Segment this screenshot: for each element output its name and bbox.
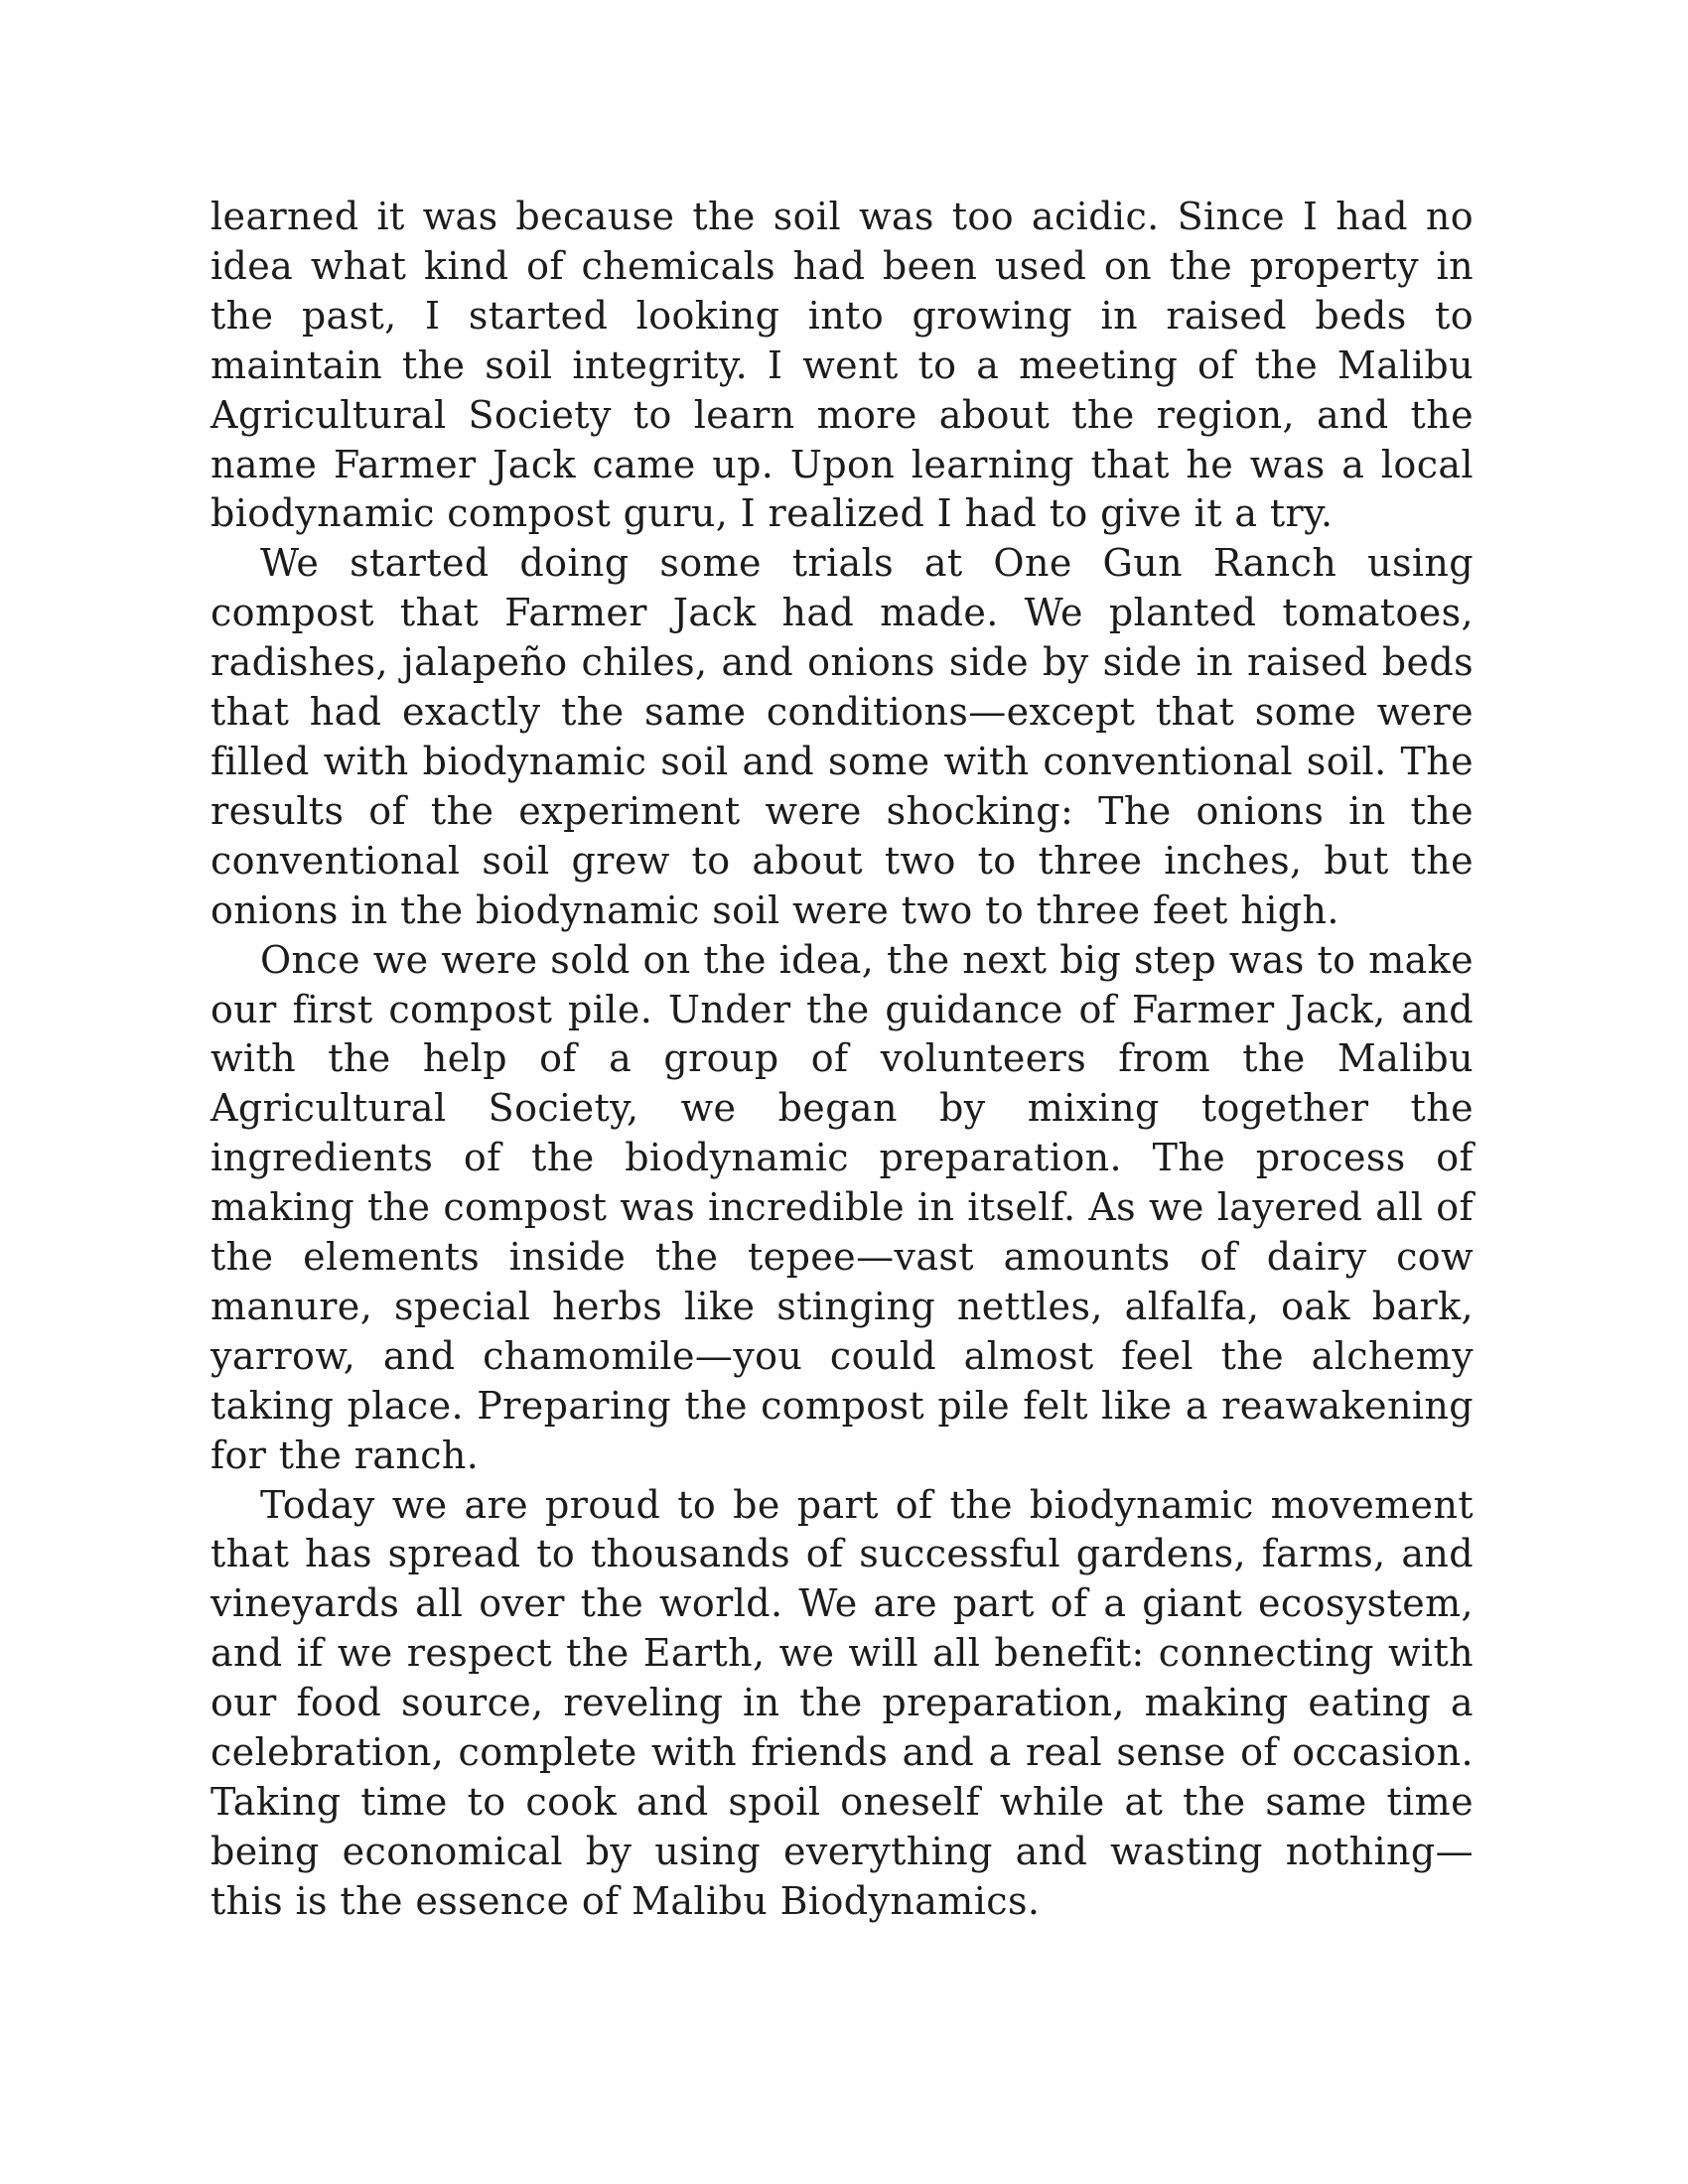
document-page — [211, 193, 1474, 1927]
paragraph-trials: We started doing some trials at One Gun Ranch using compost that Farmer Jack had made. We planted tomatoes, radishes, jalapeño chiles, and onions side by side in raised beds that had exactly the same conditions—except that some were filled with biodynamic soil and some with conventional soil. The results of the experiment were shocking: The onions in the conventional soil grew to about two to three inches, but the onions in the biodynamic soil were two to three feet high. — [211, 541, 1474, 932]
paragraph-continuation: learned it was because the soil was too acidic. Since I had no idea what kind of chemicals had been used on the property in the past, I started looking into growing in raised beds to maintain the soil integrity. I went to a meeting of the Malibu Agricultural Society to learn more about the region, and the name Farmer Jack came up. Upon learning that he was a local biodynamic compost guru, I realized I had to give it a try. — [211, 195, 1474, 536]
paragraph-movement: Today we are proud to be part of the biodynamic movement that has spread to thousands of successful gardens, farms, and vineyards all over the world. We are part of a giant ecosystem, and if we respect the Earth, we will all benefit: connecting with our food source, reveling in the preparation, making eating a celebration, complete with friends and a real sense of occasion. Taking time to cook and spoil oneself while at the same time being economical by using everything and wasting nothing—this is the essence of Malibu Biodynamics. — [211, 1482, 1474, 1923]
paragraph-compost-pile: Once we were sold on the idea, the next big step was to make our first compost pile. Under the guidance of Farmer Jack, and with the help of a group of volunteers from the Malibu Agricultural Society, we began by mixing together the ingredients of the biodynamic preparation. The process of making the compost was incredible in itself. As we layered all of the elements inside the tepee—vast amounts of dairy cow manure, special herbs like stinging nettles, alfalfa, oak bark, yarrow, and chamomile—you could almost feel the alchemy taking place. Preparing the compost pile felt like a reawakening for the ranch. — [211, 937, 1474, 1477]
